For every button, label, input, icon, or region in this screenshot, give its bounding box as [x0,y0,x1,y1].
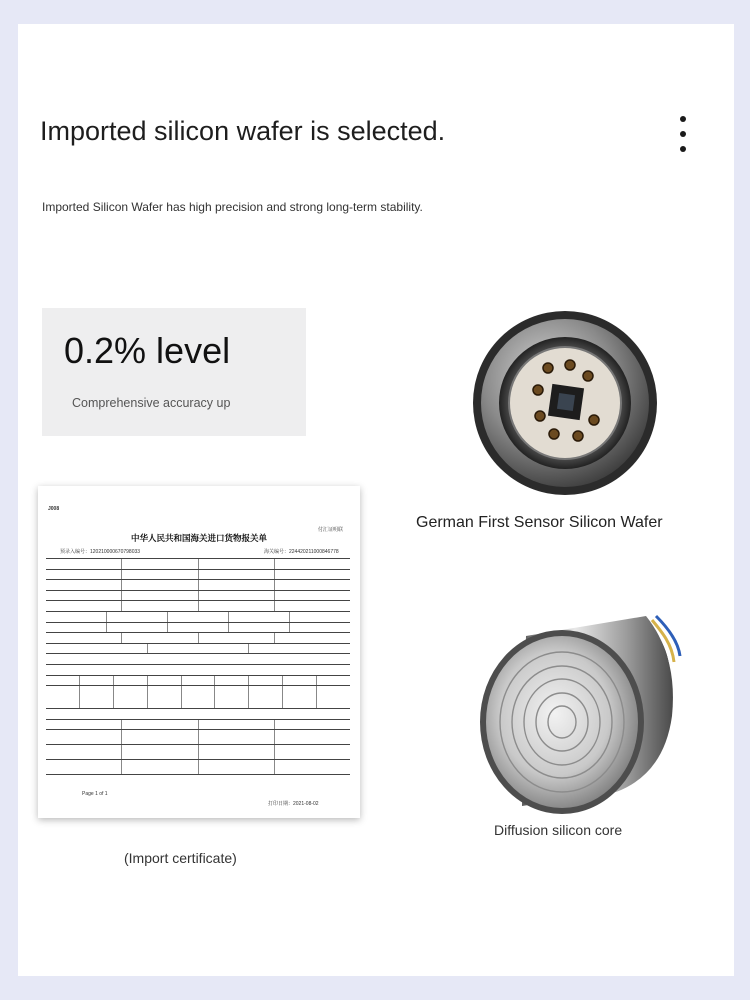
certificate-pre-entry-no: 预录入编号：120210000670798033 [60,549,141,555]
certificate-print-date: 打印日期：2021-08-02 [268,801,319,807]
accuracy-box [42,308,306,436]
certificate-customs-no: 海关编号：224420211000846778 [264,549,339,555]
content-card [18,24,734,976]
import-certificate-image [38,486,360,818]
accuracy-value: 0.2% level [64,330,231,371]
more-options-button[interactable] [673,116,693,152]
certificate-copy-label: 付汇证明联 [318,527,344,533]
certificate-table [46,558,350,775]
page-title: Imported silicon wafer is selected. [40,116,446,146]
core-caption: Diffusion silicon core [494,822,623,838]
certificate-caption: (Import certificate) [124,850,237,866]
wafer-caption: German First Sensor Silicon Wafer [416,514,663,531]
silicon-wafer-image [470,308,660,498]
certificate-code: J008 [48,506,60,512]
diffusion-silicon-core-image [466,596,688,826]
certificate-heading: 中华人民共和国海关进口货物报关单 [130,533,267,543]
page-subtitle: Imported Silicon Wafer has high precision and strong long-term stability. [42,200,423,214]
accuracy-caption: Comprehensive accuracy up [72,396,231,410]
certificate-page: Page 1 of 1 [82,791,108,797]
more-vertical-icon [680,116,686,122]
